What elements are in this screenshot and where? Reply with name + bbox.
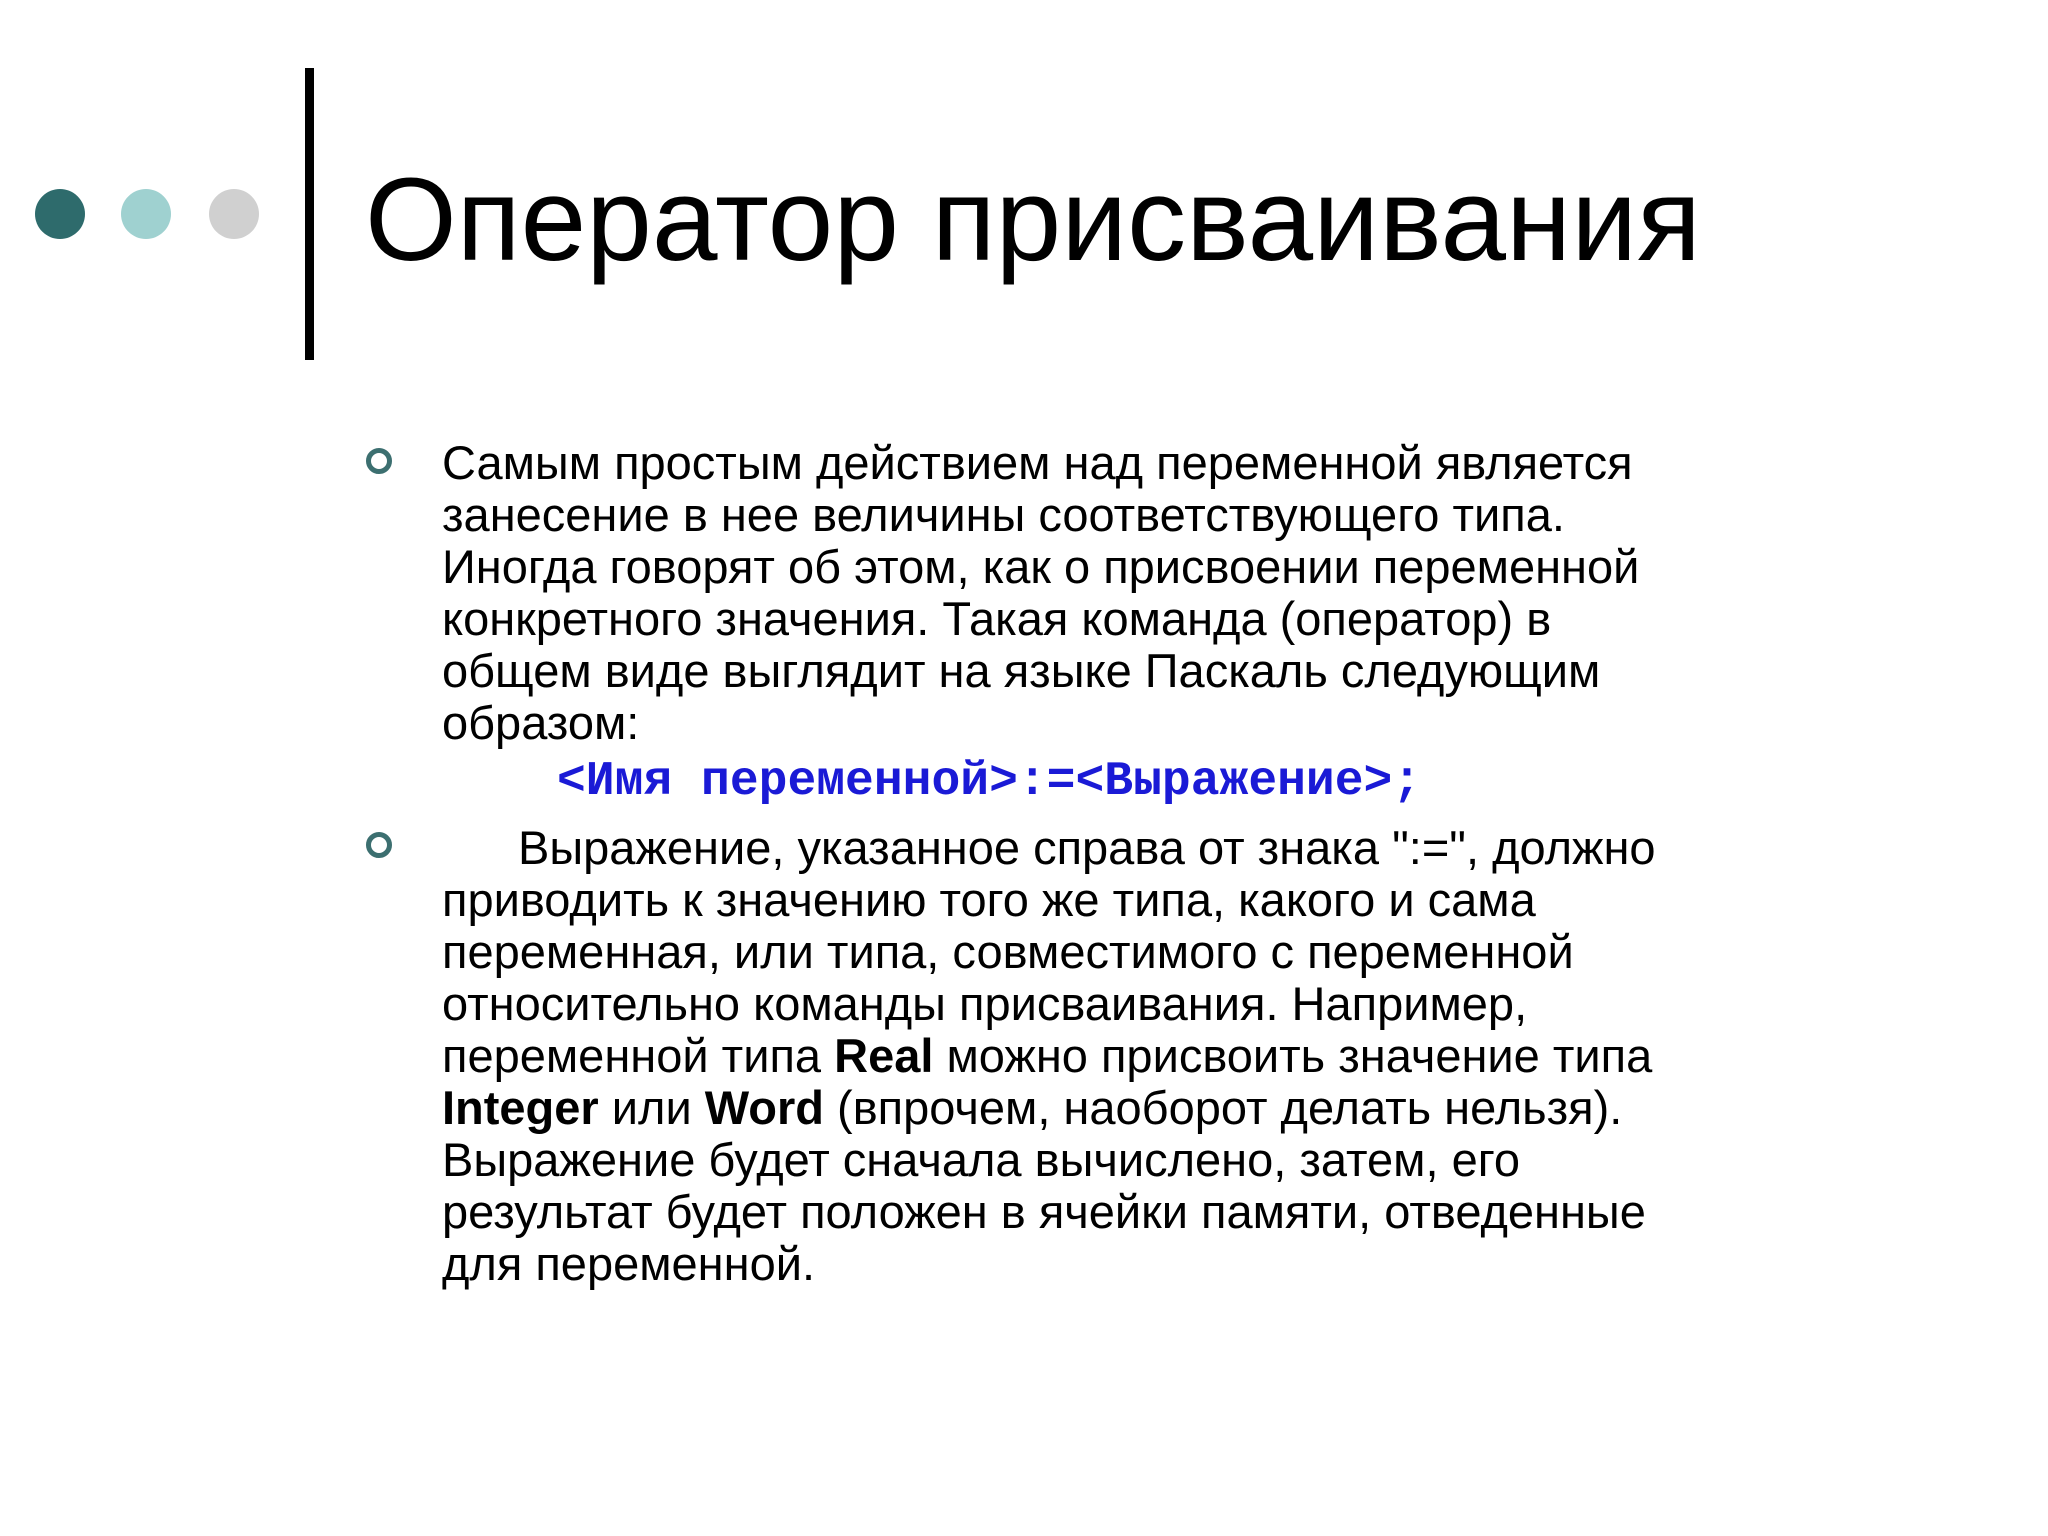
text-line: общем виде выглядит на языке Паскаль следующим — [442, 644, 1601, 697]
keyword-integer: Integer — [442, 1081, 599, 1134]
text-line — [442, 1082, 1932, 1134]
light-teal-dot-icon — [121, 189, 171, 239]
text-line: образом: — [442, 696, 640, 749]
text-line: Самым простым действием над переменной является — [442, 436, 1633, 489]
text-span: можно присвоить значение типа — [933, 1029, 1653, 1082]
title-divider — [305, 68, 314, 360]
bullet-paragraph-1 — [442, 437, 1932, 749]
keyword-real: Real — [834, 1029, 934, 1082]
bullet-circle-icon — [366, 832, 392, 858]
text-line: Иногда говорят об этом, как о присвоении переменной — [442, 540, 1640, 593]
bullet-circle-icon — [366, 448, 392, 474]
code-syntax-line: <Имя переменной>:=<Выражение>; — [557, 755, 1422, 809]
text-line: занесение в нее величины соответствующего типа. — [442, 488, 1565, 541]
text-span: переменной типа — [442, 1029, 835, 1082]
text-line — [442, 822, 1932, 874]
text-line: результат будет положен в ячейки памяти, отведенные — [442, 1185, 1646, 1238]
text-span: (впрочем, наоборот делать нельзя). — [824, 1081, 1623, 1134]
gray-dot-icon — [209, 189, 259, 239]
dark-teal-dot-icon — [35, 189, 85, 239]
text-line: Выражение будет сначала вычислено, затем, его — [442, 1133, 1520, 1186]
text-line — [442, 1030, 1932, 1082]
text-span: или — [598, 1081, 705, 1134]
text-line: переменная, или типа, совместимого с переменной — [442, 925, 1574, 978]
bullet-paragraph-2 — [442, 822, 1932, 1290]
text-line: конкретного значения. Такая команда (оператор) в — [442, 592, 1552, 645]
slide-title: Оператор присваивания — [365, 154, 1702, 286]
text-line: для переменной. — [442, 1237, 816, 1290]
text-span: Выражение, указанное справа от знака ":=", должно — [518, 821, 1656, 874]
keyword-word: Word — [704, 1081, 824, 1134]
text-line: относительно команды присваивания. Например, — [442, 977, 1528, 1030]
text-line: приводить к значению того же типа, какого и сама — [442, 873, 1536, 926]
